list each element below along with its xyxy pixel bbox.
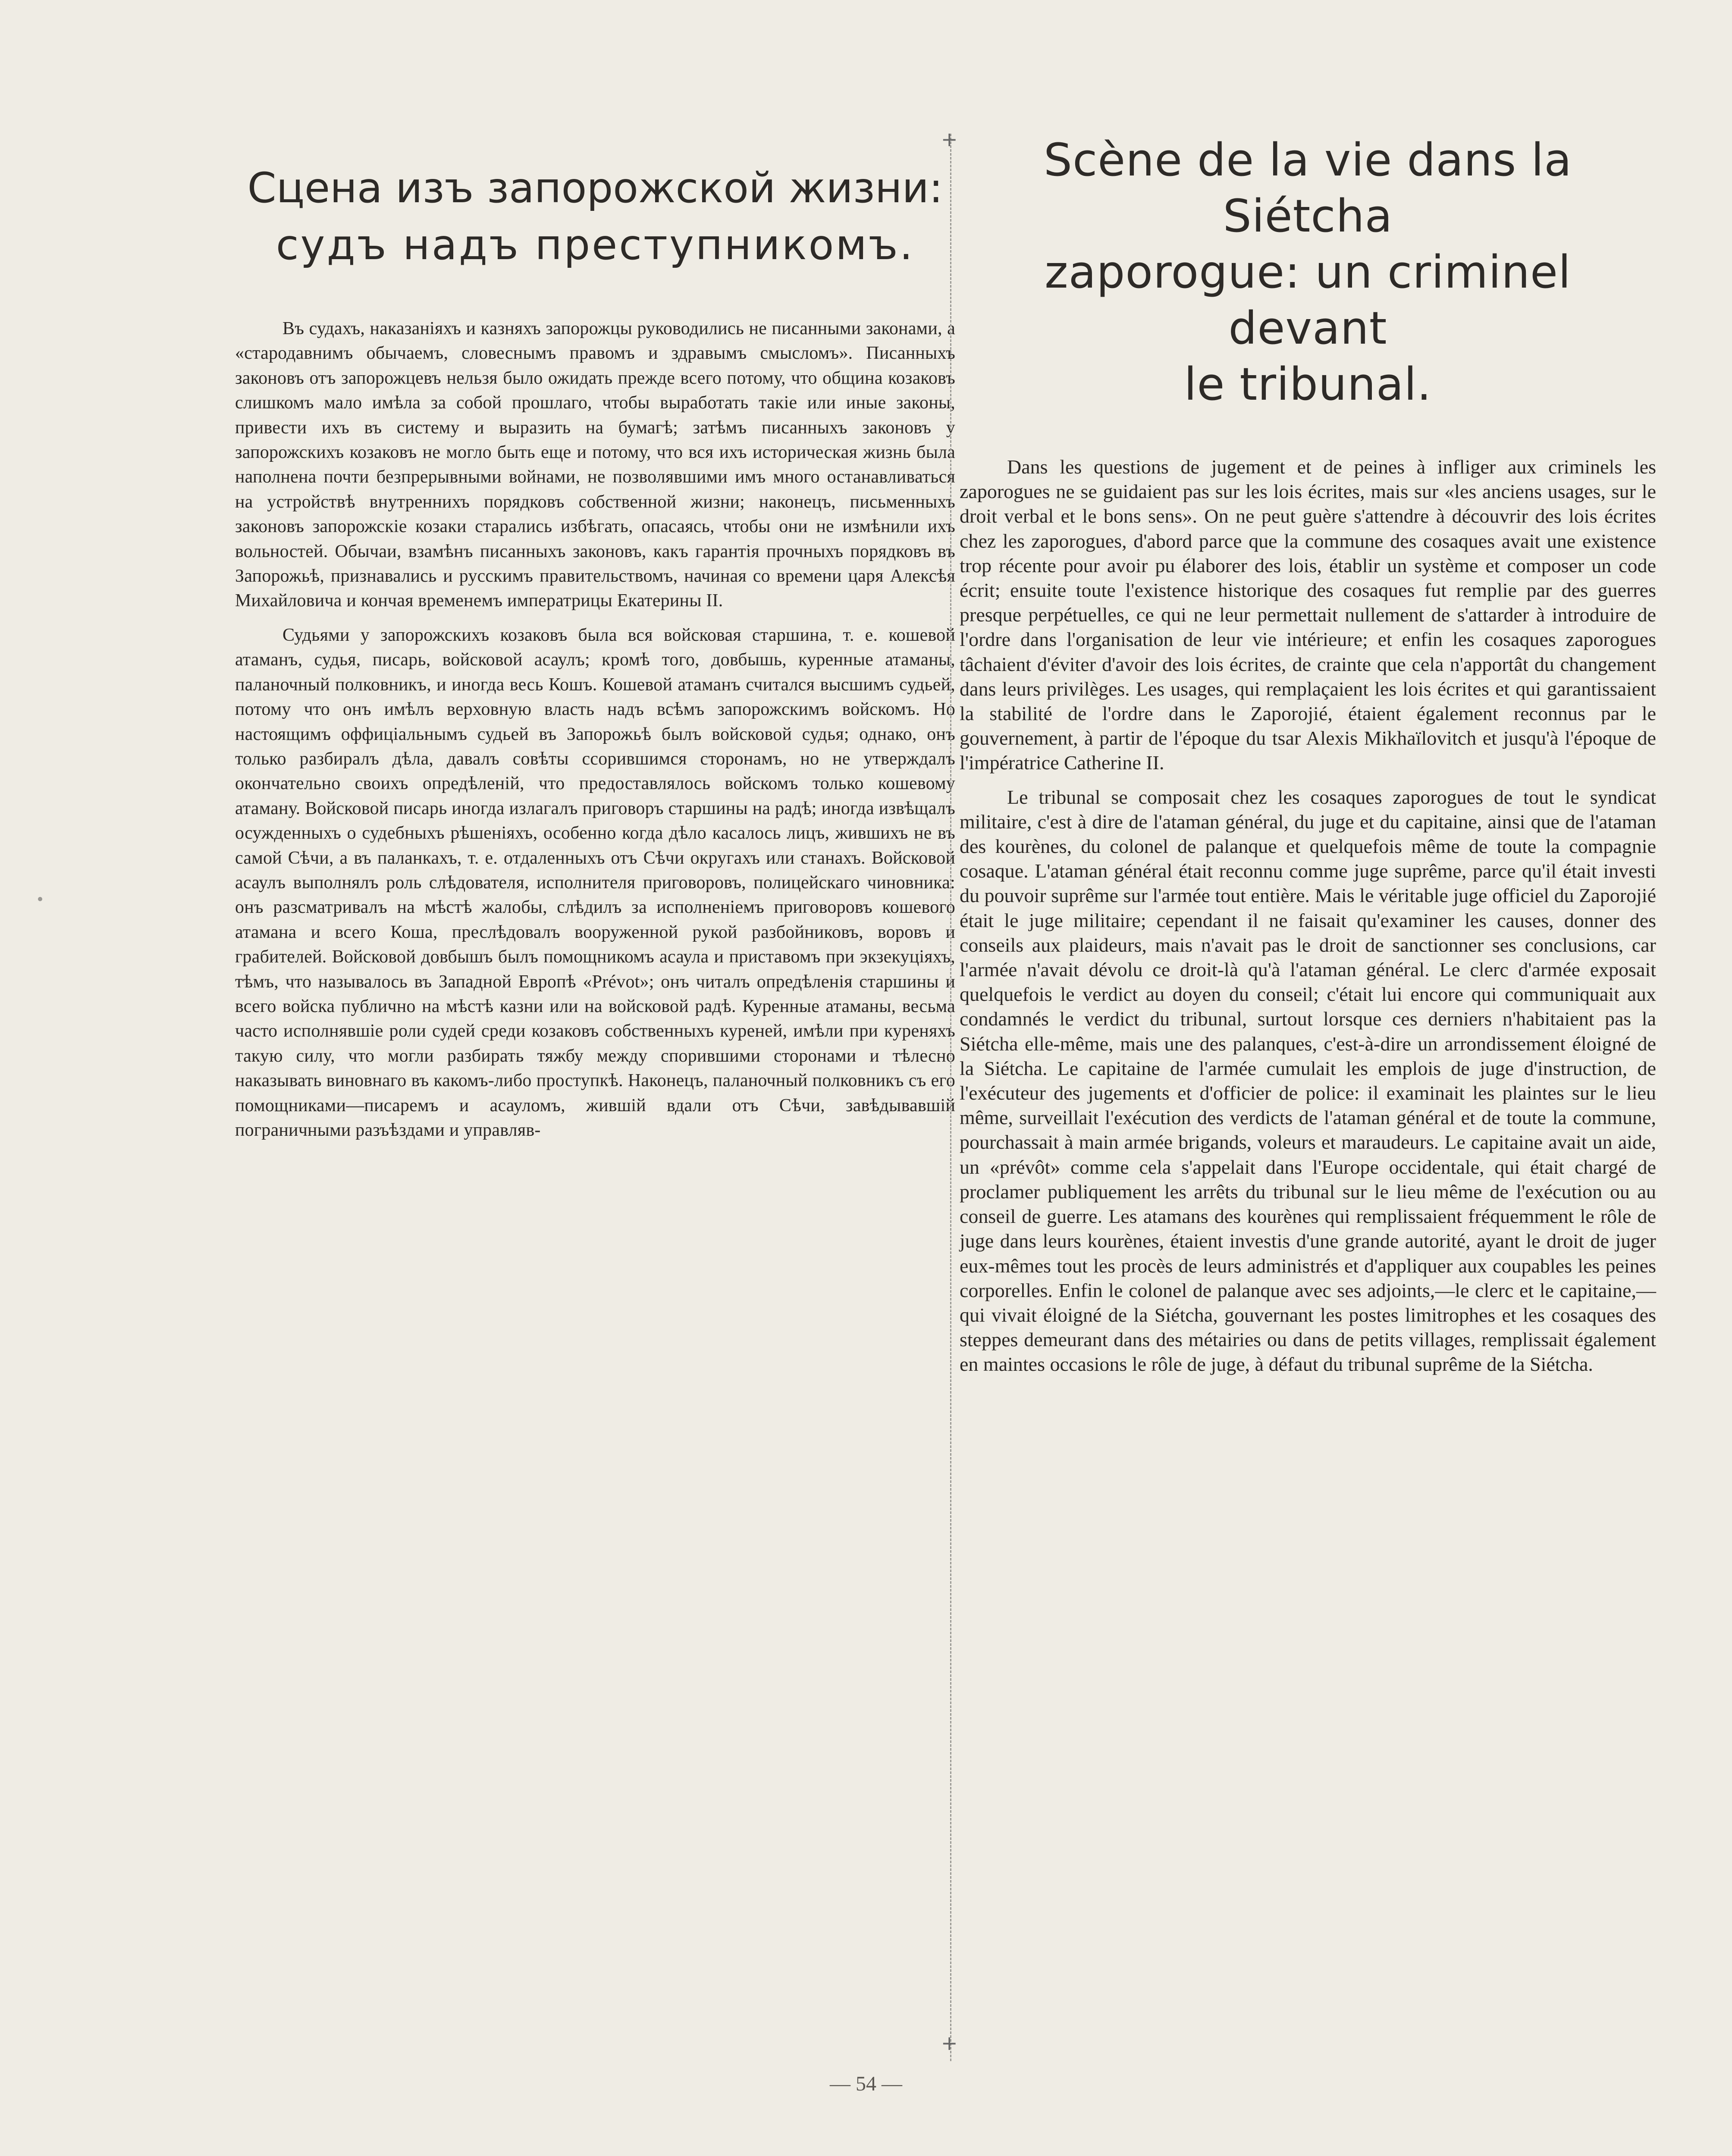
russian-paragraph-2: Судьями у запорожскихъ козаковъ была вся войсковая старшина, т. е. кошевой атаманъ, судья, писарь, войсковой асаулъ; кромѣ того, довбышь, куренные атаманы, паланочный полковникъ, и иногда весь Кошъ. Кошевой атаманъ считался высшимъ судьей, потому что онъ имѣлъ верховную власть надъ всѣмъ запорожскимъ войскомъ. Но настоящимъ оффиціальнымъ судьей въ Запорожьѣ былъ войсковой судья; однако, онъ только разбиралъ дѣла, давалъ совѣты ссорившимся сторонамъ, но не утверждалъ окончательно своихъ опредѣленій, что предоставлялось войскомъ только кошевому атаману. Войсковой писарь иногда излагалъ приговоръ старшины на радѣ; иногда извѣщалъ осужденныхъ о судебныхъ рѣшеніяхъ, особенно когда дѣло касалось лицъ, жившихъ не въ самой Сѣчи, а въ паланкахъ, т. е. отдаленныхъ отъ Сѣчи округахъ или станахъ. Войсковой асаулъ выполнялъ роль слѣдователя, исполнителя приговоровъ, полицейскаго чиновника: онъ разсматривалъ на мѣстѣ жалобы, слѣдилъ за исполненіемъ приговоровъ кошевого атамана и всего Коша, преслѣдовалъ вооруженной рукой разбойниковъ, воровъ и грабителей. Войсковой довбышъ былъ помощникомъ асаула и приставомъ при экзекуціяхъ, тѣмъ, что называлось въ Западной Европѣ «Prévot»; онъ читалъ опредѣленія старшины и всего войска публично на мѣстѣ казни или на войсковой радѣ. Куренные атаманы, весьма часто исполнявшіе роли судей среди козаковъ собственныхъ куреней, имѣли при куреняхъ такую силу, что могли разбирать тяжбу между спорившими сторонами и тѣлесно наказывать виновнаго въ какомъ-либо проступкѣ. Наконецъ, паланочный полковникъ съ его помощниками—писаремъ и асауломъ, жившій вдали отъ Сѣчи, завѣдывавшій пограничными разъѣздами и управляв- — [235, 625, 955, 1140]
column-divider — [950, 134, 951, 2061]
french-title-line-2: zaporogue: un criminel devant — [1045, 246, 1571, 354]
russian-paragraph-1: Въ судахъ, наказаніяхъ и казняхъ запорожцы руководились не писанными законами, а «стародавнимъ обычаемъ, словеснымъ правомъ и здравымъ смысломъ». Писанныхъ законовъ отъ запорожцевъ нельзя было ожидать прежде всего потому, что община козаковъ слишкомъ мало имѣла за собой прошлаго, чтобы выработать такіе или иные законы, привести ихъ въ систему и выразить на бумагѣ; затѣмъ писанныхъ законовъ у запорожскихъ козаковъ не могло быть еще и потому, что вся ихъ историческая жизнь была наполнена почти безпрерывными войнами, не позволявшими имъ много останавливаться на устройствѣ внутреннихъ порядковъ собственной жизни; наконецъ, письменныхъ законовъ запорожскіе козаки старались избѣгать, опасаясь, чтобы они не измѣнили ихъ вольностей. Обычаи, взамѣнъ писанныхъ законовъ, какъ гарантія прочныхъ порядковъ въ Запорожьѣ, признавались и русскимъ правительствомъ, начиная со времени царя Алексѣя Михайловича и кончая временемъ императрицы Екатерины II. — [235, 319, 955, 611]
scan-speck — [38, 897, 42, 901]
french-title-line-3: le tribunal. — [1184, 358, 1432, 411]
crosshair-mark-bottom: + — [941, 2031, 958, 2055]
french-column — [960, 129, 1656, 1386]
french-title-line-1: Scène de la vie dans la Siétcha — [1044, 134, 1572, 242]
russian-text — [235, 317, 955, 1143]
french-paragraph-1: Dans les questions de jugement et de peines à infliger aux criminels les zaporogues ne se guidaient pas sur les lois écrites, mais sur «les anciens usages, sur le droit verbal et le bons sens». On ne peut guère s'attendre à découvrir des lois écrites chez les zaporogues, d'abord parce que la commune des cosaques avait une existence trop récente pour avoir pu élaborer des lois, établir un système et composer un code écrit; ensuite toute l'existence historique des cosaques fut remplie par des guerres presque perpétuelles, ce qui ne leur permettait nullement de s'attarder à introduire de l'ordre dans l'organisation de leur vie intérieure; et enfin les cosaques zaporogues tâchaient d'éviter d'avoir des lois écrites, de crainte que cela n'apportât du changement dans leurs privilèges. Les usages, qui remplaçaient les lois écrites et qui garantissaient la stabilité de l'ordre dans le Zaporojié, étaient également reconnus par le gouvernement, à partir de l'époque du tsar Alexis Mikhaïlovitch et jusqu'à l'époque de l'impératrice Catherine II. — [960, 456, 1656, 774]
russian-title — [235, 160, 955, 273]
french-paragraph-2: Le tribunal se composait chez les cosaques zaporogues de tout le syndicat militaire, c'est à dire de l'ataman général, du juge et du capitaine, ainsi que de l'ataman des kourènes, du colonel de palanque et quelquefois même de toute la compagnie cosaque. L'ataman général était reconnu comme juge suprême, parce qu'il était investi du pouvoir suprême sur l'armée tout entière. Mais le véritable juge officiel du Zaporojié était le juge militaire; cependant il ne faisait qu'examiner les causes, donner des conseils aux plaideurs, mais n'avait pas le droit de sanctionner ses conclusions, car l'armée n'avait dévolu ce droit-là qu'à l'ataman général. Le clerc d'armée exposait quelquefois le verdict au doyen du conseil; c'était lui encore qui communiquait aux condamnés le verdict du tribunal, surtout lorsque ces derniers n'habitaient pas la Siétcha elle-même, mais une des palanques, c'est-à-dire un arrondissement éloigné de la Siétcha. Le capitaine de l'armée cumulait les emplois de juge d'instruction, de l'exécuteur des jugements et d'officier de police: il examinait les plaintes sur le lieu même, surveillait l'exécution des verdicts de l'ataman général et de toute la commune, pourchassait à main armée brigands, voleurs et maraudeurs. Le capitaine avait un aide, un «prévôt» comme cela s'appelait dans l'Europe occidentale, qui était chargé de proclamer publiquement les arrêts du tribunal sur le lieu même de l'exécution ou au conseil de guerre. Les atamans des kourènes qui remplissaient fréquemment le rôle de juge dans leurs kourènes, étaient investis d'une grande autorité, ayant le droit de juger eux-mêmes tout les procès de leurs administrés et d'appliquer aux coupables les peines corporelles. Enfin le colonel de palanque avec ses adjoints,—le clerc et le capitaine,—qui vivait éloigné de la Siétcha, gouvernant les postes limitrophes et les cosaques des steppes demeurant dans des métairies ou dans de petits villages, remplissait également en maintes occasions le rôle de juge, à défaut du tribunal suprême de la Siétcha. — [960, 786, 1656, 1376]
russian-title-line-2: судъ надъ преступникомъ. — [276, 221, 915, 269]
crosshair-mark-top: + — [941, 128, 958, 151]
page-number: — 54 — — [830, 2072, 902, 2095]
french-title — [960, 132, 1656, 412]
french-text — [960, 454, 1656, 1377]
russian-title-line-1: Сцена изъ запорожской жизни: — [247, 164, 943, 212]
russian-column — [235, 129, 955, 1152]
